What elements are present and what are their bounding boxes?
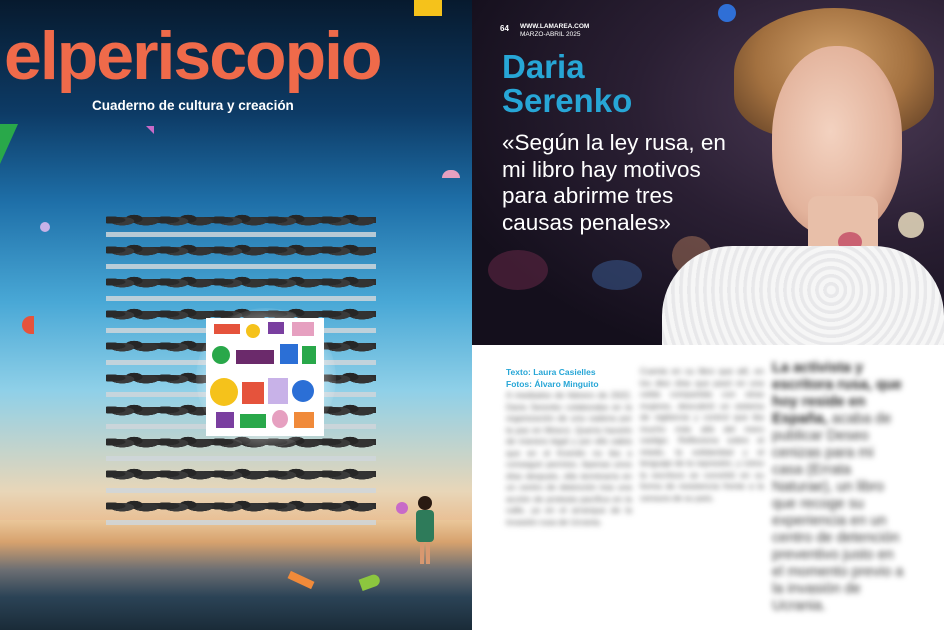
interviewee-name — [502, 50, 632, 118]
stone-shelf-tower-illustration — [106, 208, 376, 528]
confetti-magenta — [146, 126, 154, 134]
lace-blouse — [662, 246, 944, 345]
magazine-subtitle: Cuaderno de cultura y creación — [92, 98, 294, 113]
text-credit: Texto: Laura Casielles — [506, 367, 596, 377]
article-credits — [506, 366, 599, 390]
body-column-2: Cuenta en su libro que allí, en los diez días que pasó en una celda compartida con otras mujeres, descubrió un sistema de vigilancia y control que iba mucho más allá del mero castigo. Reflexiona sobre el miedo, la solidaridad y el lenguaje de la represión, y cómo la escritura se convirtió en su forma de resistencia frente a la censura de su país. — [640, 366, 764, 503]
body-column-1: A mediados de febrero de 2022, Daria Serenko colaboraba en la organización de una cadena por la paz en Moscú. Quería hacerlo de manera legal y por ello sabía que en el Kremlin no iba a conseguir permiso. Apenas unos días después, ella terminaría en un centro de detención tras una acción de protesta pacífica en la calle, ya en el arranque de la invasión rusa de Ucrania. — [506, 390, 632, 527]
confetti-red — [22, 316, 34, 334]
cover-landscape — [0, 520, 472, 630]
headline-quote: «Según la ley rusa, en mi libro hay motivos para abrirme tres causas penales» — [502, 130, 726, 235]
confetti-green — [0, 124, 18, 164]
intro-text: acaba de publicar Deseo cenizas para mi casa (Errata Naturae), un libro que recoge su experiencia en un centro de detención preventivo justo en el momento previo a la invasión de Ucrania. — [772, 411, 904, 614]
site-url: WWW.LAMAREA.COM — [520, 23, 590, 30]
photo-credit: Fotos: Álvaro Minguito — [506, 379, 599, 389]
name-line-1: Daria — [502, 48, 585, 85]
confetti-pink — [442, 170, 460, 178]
child-figure — [412, 496, 438, 568]
name-line-2: Serenko — [502, 82, 633, 119]
issue-date: MARZO-ABRIL 2025 — [520, 31, 581, 39]
article-page — [472, 0, 944, 630]
issue-info — [520, 23, 589, 39]
confetti-lilac — [40, 222, 50, 232]
portrait-photo — [472, 0, 944, 345]
magazine-title: elperiscopio — [4, 18, 381, 94]
confetti-yellow — [414, 0, 442, 16]
colorful-shapes-window — [206, 318, 324, 436]
intro-bold: La activista y escritora rusa, que hoy reside en España, — [772, 360, 902, 427]
page-number: 64 — [500, 24, 509, 33]
intro-column — [772, 360, 904, 615]
